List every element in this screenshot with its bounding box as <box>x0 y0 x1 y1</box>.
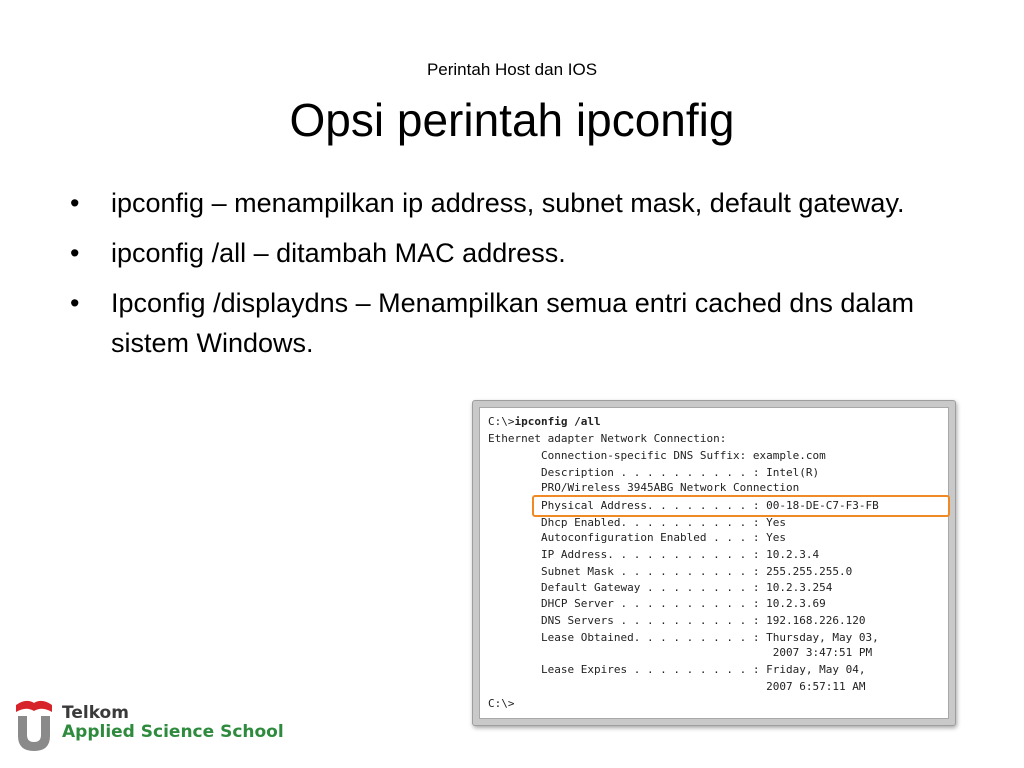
bullet-dot-icon: • <box>70 188 80 218</box>
terminal-line: DHCP Server . . . . . . . . . . : 10.2.3.69 <box>488 597 826 610</box>
bullet-item <box>70 233 930 273</box>
terminal-line: Default Gateway . . . . . . . . : 10.2.3.254 <box>488 581 833 594</box>
terminal-line: Lease Obtained. . . . . . . . . : Thursday, May 03, <box>488 631 879 644</box>
terminal-line: Description . . . . . . . . . . : Intel(R) <box>488 466 820 479</box>
telkom-logo <box>14 697 304 757</box>
terminal-line: PRO/Wireless 3945ABG Network Connection <box>488 481 800 494</box>
bullet-text: Ipconfig /displaydns – Menampilkan semua entri cached dns dalam sistem Windows. <box>111 288 914 358</box>
bullet-text: ipconfig – menampilkan ip address, subnet mask, default gateway. <box>111 188 905 218</box>
terminal-line: Lease Expires . . . . . . . . . : Friday, May 04, <box>488 663 866 676</box>
bullet-list <box>70 183 930 373</box>
terminal-line: DNS Servers . . . . . . . . . . : 192.168.226.120 <box>488 614 866 627</box>
bullet-text: ipconfig /all – ditambah MAC address. <box>111 238 566 268</box>
logo-u-shape <box>18 716 50 751</box>
terminal-line: Dhcp Enabled. . . . . . . . . . : Yes <box>488 516 787 529</box>
terminal-prompt: C:\> <box>488 415 515 428</box>
terminal-line: Subnet Mask . . . . . . . . . . : 255.255.255.0 <box>488 565 853 578</box>
terminal-line: 2007 3:47:51 PM <box>488 646 873 659</box>
logo-text-school: Applied Science School <box>62 722 284 742</box>
terminal-line: IP Address. . . . . . . . . . . : 10.2.3.4 <box>488 548 820 561</box>
terminal-command-line <box>488 415 601 428</box>
terminal-final-prompt: C:\> <box>488 697 515 710</box>
terminal-command: ipconfig /all <box>514 415 601 428</box>
bullet-dot-icon: • <box>70 288 80 318</box>
logo-text-telkom: Telkom <box>62 703 129 723</box>
terminal-line: 2007 6:57:11 AM <box>488 680 866 693</box>
terminal-line: Autoconfiguration Enabled . . . : Yes <box>488 531 787 544</box>
terminal-screenshot-frame <box>472 400 956 726</box>
telkom-logo-icon <box>14 697 54 753</box>
bullet-item <box>70 183 930 223</box>
slide-title: Opsi perintah ipconfig <box>289 94 735 146</box>
logo-red-swoosh <box>16 701 52 712</box>
terminal-line: Ethernet adapter Network Connection: <box>488 432 727 445</box>
slide-subtitle: Perintah Host dan IOS <box>426 60 598 79</box>
terminal-line-physical-address: Physical Address. . . . . . . . : 00-18-DE-C7-F3-FB <box>488 499 879 512</box>
physical-address-highlight <box>532 495 950 517</box>
bullet-item <box>70 283 930 363</box>
bullet-dot-icon: • <box>70 238 80 268</box>
terminal-output <box>479 407 949 719</box>
terminal-line: Connection-specific DNS Suffix: example.com <box>488 449 826 462</box>
